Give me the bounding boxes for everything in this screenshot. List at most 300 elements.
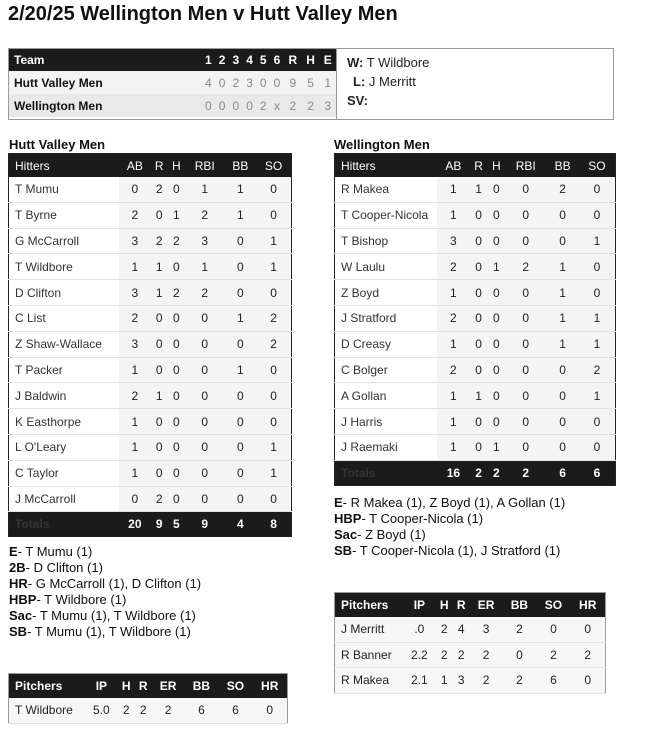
note-line: [334, 495, 565, 511]
table-row: [9, 409, 292, 435]
table-row: [335, 177, 616, 202]
line-score-header-hits: H: [302, 49, 320, 71]
hitter-name: J Stratford: [335, 305, 438, 331]
winning-pitcher-label: W:: [347, 55, 364, 70]
stat-cell: 1: [579, 228, 616, 254]
table-row: [9, 357, 292, 383]
stat-cell: 0: [505, 280, 546, 306]
line-score-team-name: Wellington Men: [9, 94, 201, 117]
stat-cell: 3: [437, 228, 470, 254]
stat-cell: 0: [185, 305, 225, 331]
hitter-name: T Wildbore: [9, 254, 120, 280]
pitcher-name: T Wildbore: [9, 698, 86, 723]
stat-cell: 2: [168, 280, 185, 306]
hitter-name: D Creasy: [335, 331, 438, 357]
hitter-name: R Makea: [335, 177, 438, 202]
total-cell: 16: [437, 460, 470, 485]
note-text: - T Mumu (1), T Wildbore (1): [32, 608, 196, 623]
stat-cell: 0: [256, 383, 291, 409]
wellington-notes: [334, 495, 565, 559]
stat-cell: 0: [546, 383, 579, 409]
note-label: SB: [334, 543, 353, 558]
hitter-name: G McCarroll: [9, 228, 120, 254]
stat-cell: 0: [225, 254, 257, 280]
stat-cell: 3: [470, 617, 503, 642]
hitter-name: W Laulu: [335, 254, 438, 280]
table-row: [335, 409, 616, 435]
stat-cell: 0: [536, 617, 570, 642]
stat-cell: 2.1: [403, 668, 436, 694]
pitching-decisions: [336, 49, 613, 119]
stat-cell: 0: [185, 460, 225, 486]
hitter-name: C Taylor: [9, 460, 120, 486]
line-score-cell: 0: [215, 71, 229, 94]
stat-cell: 6: [184, 698, 218, 723]
stat-cell: 0: [168, 486, 185, 512]
stat-cell: 1: [546, 331, 579, 357]
stat-cell: 2: [437, 305, 470, 331]
stat-cell: 1: [151, 383, 168, 409]
hutt-valley-batting-table: [8, 153, 292, 537]
table-row: [335, 668, 606, 694]
stat-cell: 2: [453, 642, 470, 668]
line-score-header-runs: R: [284, 49, 302, 71]
stat-cell: 0: [470, 254, 488, 280]
stat-cell: 0: [168, 409, 185, 435]
stat-cell: 2: [502, 617, 536, 642]
line-score-cell: 5: [302, 71, 320, 94]
batting-header-h: H: [168, 154, 185, 178]
stat-cell: 0: [470, 280, 488, 306]
table-row: [9, 202, 292, 228]
note-line: [334, 543, 565, 559]
note-text: - T Cooper-Nicola (1), J Stratford (1): [352, 543, 561, 558]
stat-cell: 1: [579, 331, 616, 357]
pitcher-name: R Makea: [335, 668, 404, 694]
batting-header-rbi: RBI: [505, 154, 546, 178]
hitter-name: K Easthorpe: [9, 409, 120, 435]
hutt-valley-team-title: Hutt Valley Men: [9, 137, 106, 152]
stat-cell: 0: [225, 486, 257, 512]
total-cell: 4: [225, 512, 257, 537]
stat-cell: 0: [256, 202, 291, 228]
stat-cell: 1: [546, 280, 579, 306]
stat-cell: 0: [488, 280, 506, 306]
note-label: Sac: [9, 608, 33, 623]
batting-header-so: SO: [579, 154, 616, 178]
note-label: SB: [9, 624, 28, 639]
total-cell: 9: [151, 512, 168, 537]
winning-pitcher: [347, 55, 429, 70]
note-label: E: [9, 544, 18, 559]
stat-cell: 0: [505, 434, 546, 460]
total-cell: 2: [488, 460, 506, 485]
stat-cell: 2: [470, 642, 503, 668]
stat-cell: 0: [488, 177, 506, 202]
stat-cell: 0: [570, 617, 605, 642]
total-cell: 6: [546, 460, 579, 485]
stat-cell: 0: [488, 357, 506, 383]
stat-cell: 1: [256, 460, 291, 486]
page-title: 2/20/25 Wellington Men v Hutt Valley Men: [8, 3, 398, 25]
stat-cell: 2: [119, 383, 151, 409]
totals-row: [335, 460, 616, 485]
total-cell: 2: [470, 460, 488, 485]
line-score-header-errors: E: [320, 49, 337, 71]
note-text: - D Clifton (1): [25, 560, 103, 575]
stat-cell: 0: [470, 202, 488, 228]
table-row: [335, 202, 616, 228]
hitter-name: T Bishop: [335, 228, 438, 254]
stat-cell: 1: [437, 331, 470, 357]
table-row: [9, 305, 292, 331]
stat-cell: 2: [579, 357, 616, 383]
stat-cell: 6: [536, 668, 570, 694]
total-cell: 2: [505, 460, 546, 485]
stat-cell: 0: [168, 177, 185, 202]
pitching-header-hr: HR: [252, 674, 287, 699]
note-label: HR: [9, 576, 28, 591]
table-row: [335, 228, 616, 254]
stat-cell: 2: [152, 698, 185, 723]
stat-cell: 0: [168, 434, 185, 460]
stat-cell: 0: [168, 331, 185, 357]
line-score-cell: 0: [215, 94, 229, 117]
hitter-name: J Baldwin: [9, 383, 120, 409]
pitching-header-bb: BB: [502, 593, 536, 618]
stat-cell: 1: [256, 228, 291, 254]
stat-cell: 0: [151, 202, 168, 228]
stat-cell: 1: [488, 434, 506, 460]
hutt-valley-hitters: [9, 177, 292, 512]
stat-cell: 1: [488, 254, 506, 280]
stat-cell: 0: [225, 460, 257, 486]
stat-cell: 1: [225, 202, 257, 228]
batting-header-rbi: RBI: [185, 154, 225, 178]
pitcher-name: R Banner: [335, 642, 404, 668]
stat-cell: 0: [225, 228, 257, 254]
pitching-header-so: SO: [536, 593, 570, 618]
stat-cell: 2: [437, 254, 470, 280]
stat-cell: 0: [256, 357, 291, 383]
stat-cell: 0: [225, 434, 257, 460]
losing-pitcher-name: J Merritt: [368, 74, 416, 89]
hitter-name: T Mumu: [9, 177, 120, 202]
stat-cell: 1: [168, 202, 185, 228]
table-row: [335, 383, 616, 409]
stat-cell: 0: [151, 331, 168, 357]
stat-cell: 1: [437, 280, 470, 306]
pitching-header-ip: IP: [85, 674, 118, 699]
stat-cell: 2: [256, 305, 291, 331]
stat-cell: 1: [119, 357, 151, 383]
stat-cell: 2: [119, 202, 151, 228]
stat-cell: 1: [470, 383, 488, 409]
hitter-name: A Gollan: [335, 383, 438, 409]
line-score-cell: 0: [256, 71, 270, 94]
pitching-header-pitchers: Pitchers: [335, 593, 404, 618]
line-score-header-inning-2: 2: [215, 49, 229, 71]
stat-cell: 0: [488, 331, 506, 357]
stat-cell: 1: [437, 202, 470, 228]
stat-cell: 0: [151, 357, 168, 383]
stat-cell: 0: [546, 228, 579, 254]
wellington-team-title: Wellington Men: [334, 137, 430, 152]
stat-cell: 1: [579, 305, 616, 331]
stat-cell: 1: [151, 280, 168, 306]
stat-cell: 1: [185, 177, 225, 202]
batting-header-ab: AB: [437, 154, 470, 178]
line-score-cell: 2: [229, 71, 243, 94]
stat-cell: 2: [437, 357, 470, 383]
note-label: HBP: [9, 592, 37, 607]
stat-cell: 3: [453, 668, 470, 694]
hitter-name: T Byrne: [9, 202, 120, 228]
table-row: [335, 254, 616, 280]
stat-cell: 1: [185, 254, 225, 280]
line-score-cell: 9: [284, 71, 302, 94]
note-text: - T Cooper-Nicola (1): [361, 511, 484, 526]
stat-cell: 0: [256, 177, 291, 202]
note-line: [9, 624, 201, 640]
stat-cell: 1: [546, 305, 579, 331]
stat-cell: 0: [119, 177, 151, 202]
stat-cell: 0: [546, 434, 579, 460]
stat-cell: 0: [470, 331, 488, 357]
stat-cell: 1: [437, 177, 470, 202]
stat-cell: 1: [225, 357, 257, 383]
stat-cell: 0: [579, 280, 616, 306]
table-row: [335, 357, 616, 383]
total-cell: 20: [119, 512, 151, 537]
pitching-header-hr: HR: [570, 593, 605, 618]
pitching-header-ip: IP: [403, 593, 436, 618]
note-line: [9, 608, 201, 624]
batting-header-bb: BB: [225, 154, 257, 178]
stat-cell: 0: [505, 202, 546, 228]
note-label: E: [334, 495, 343, 510]
stat-cell: 0: [488, 305, 506, 331]
batting-header-row: [9, 154, 292, 178]
stat-cell: 2: [118, 698, 135, 723]
stat-cell: 2: [151, 486, 168, 512]
hitter-name: J Raemaki: [335, 434, 438, 460]
stat-cell: 0: [119, 486, 151, 512]
batting-header-r: R: [151, 154, 168, 178]
total-cell: 6: [579, 460, 616, 485]
note-line: [334, 511, 565, 527]
stat-cell: 0: [505, 383, 546, 409]
pitching-header-so: SO: [218, 674, 252, 699]
stat-cell: 2: [570, 642, 605, 668]
table-row: [335, 305, 616, 331]
line-score-header-inning-5: 5: [256, 49, 270, 71]
stat-cell: 0: [151, 409, 168, 435]
stat-cell: 0: [185, 383, 225, 409]
stat-cell: 2: [151, 228, 168, 254]
stat-cell: 0: [151, 460, 168, 486]
save-pitcher: [347, 93, 368, 108]
stat-cell: .0: [403, 617, 436, 642]
stat-cell: 0: [470, 305, 488, 331]
batting-header-so: SO: [256, 154, 291, 178]
table-row: [9, 698, 288, 723]
wellington-hitters: [335, 177, 616, 460]
line-score-header-row: [9, 49, 336, 71]
table-row: [9, 460, 292, 486]
stat-cell: 0: [488, 228, 506, 254]
stat-cell: 0: [168, 460, 185, 486]
stat-cell: 0: [225, 409, 257, 435]
stat-cell: 2: [470, 668, 503, 694]
stat-cell: 5.0: [85, 698, 118, 723]
line-score-header-inning-6: 6: [270, 49, 284, 71]
stat-cell: 0: [488, 409, 506, 435]
batting-header-ab: AB: [119, 154, 151, 178]
line-score-row-hutt-valley: [9, 71, 336, 94]
pitching-header-h: H: [436, 593, 453, 618]
pitching-header-r: R: [453, 593, 470, 618]
stat-cell: 0: [505, 409, 546, 435]
line-score-cell: 4: [201, 71, 215, 94]
line-score-cell: 3: [243, 71, 257, 94]
stat-cell: 1: [256, 434, 291, 460]
stat-cell: 0: [579, 202, 616, 228]
stat-cell: 0: [579, 177, 616, 202]
stat-cell: 0: [546, 409, 579, 435]
total-cell: 8: [256, 512, 291, 537]
line-score-row-wellington: [9, 94, 336, 117]
wellington-batting-table: [334, 153, 616, 486]
stat-cell: 0: [225, 331, 257, 357]
stat-cell: 3: [119, 331, 151, 357]
note-line: [334, 527, 565, 543]
stat-cell: 0: [185, 434, 225, 460]
pitching-header-row: [9, 674, 288, 699]
stat-cell: 0: [225, 280, 257, 306]
stat-cell: 1: [119, 434, 151, 460]
batting-header-row: [335, 154, 616, 178]
line-score-cell: x: [270, 94, 284, 117]
note-text: - T Mumu (1), T Wildbore (1): [27, 624, 191, 639]
note-text: - G McCarroll (1), D Clifton (1): [27, 576, 202, 591]
note-label: HBP: [334, 511, 362, 526]
stat-cell: 1: [546, 254, 579, 280]
line-score-panel: [8, 48, 614, 120]
stat-cell: 0: [256, 280, 291, 306]
table-row: [335, 617, 606, 642]
line-score-cell: 2: [284, 94, 302, 117]
totals-label: Totals: [335, 460, 438, 485]
table-row: [9, 383, 292, 409]
pitching-header-row: [335, 593, 606, 618]
stat-cell: 0: [505, 177, 546, 202]
pitcher-name: J Merritt: [335, 617, 404, 642]
stat-cell: 0: [579, 409, 616, 435]
batting-header-h: H: [488, 154, 506, 178]
stat-cell: 0: [225, 383, 257, 409]
hitter-name: D Clifton: [9, 280, 120, 306]
hitter-name: J Harris: [335, 409, 438, 435]
winning-pitcher-name: T Wildbore: [366, 55, 430, 70]
note-line: [9, 560, 201, 576]
hitter-name: Z Boyd: [335, 280, 438, 306]
stat-cell: 1: [119, 254, 151, 280]
pitching-header-bb: BB: [184, 674, 218, 699]
stat-cell: 1: [470, 177, 488, 202]
batting-header-r: R: [470, 154, 488, 178]
hitter-name: C Bolger: [335, 357, 438, 383]
stat-cell: 2: [256, 331, 291, 357]
note-line: [9, 576, 201, 592]
line-score-team-name: Hutt Valley Men: [9, 71, 201, 94]
stat-cell: 1: [256, 254, 291, 280]
wellington-pitching-table: [334, 592, 606, 694]
batting-header-bb: BB: [546, 154, 579, 178]
line-score-table: [9, 49, 336, 117]
stat-cell: 0: [488, 202, 506, 228]
stat-cell: 4: [453, 617, 470, 642]
line-score-header-inning-3: 3: [229, 49, 243, 71]
pitching-header-pitchers: Pitchers: [9, 674, 86, 699]
stat-cell: 0: [546, 202, 579, 228]
hutt-valley-notes: [9, 544, 201, 640]
stat-cell: 3: [119, 228, 151, 254]
hitter-name: T Packer: [9, 357, 120, 383]
stat-cell: 0: [185, 357, 225, 383]
batting-header-hitters: Hitters: [9, 154, 120, 178]
stat-cell: 0: [151, 305, 168, 331]
line-score-cell: 1: [320, 71, 337, 94]
line-score-header-inning-1: 1: [201, 49, 215, 71]
stat-cell: 0: [546, 357, 579, 383]
save-label: SV:: [347, 93, 368, 108]
pitching-header-r: R: [135, 674, 152, 699]
stat-cell: 2: [502, 668, 536, 694]
hitter-name: L O'Leary: [9, 434, 120, 460]
stat-cell: 2: [168, 228, 185, 254]
note-line: [9, 544, 201, 560]
table-row: [335, 434, 616, 460]
note-label: 2B: [9, 560, 26, 575]
stat-cell: 6: [218, 698, 252, 723]
stat-cell: 0: [579, 254, 616, 280]
stat-cell: 1: [119, 460, 151, 486]
stat-cell: 0: [168, 383, 185, 409]
stat-cell: 3: [185, 228, 225, 254]
note-text: - R Makea (1), Z Boyd (1), A Gollan (1): [342, 495, 566, 510]
line-score-header-inning-4: 4: [243, 49, 257, 71]
line-score-cell: 0: [229, 94, 243, 117]
stat-cell: 2: [436, 642, 453, 668]
table-row: [9, 280, 292, 306]
stat-cell: 2: [151, 177, 168, 202]
stat-cell: 0: [151, 434, 168, 460]
stat-cell: 3: [119, 280, 151, 306]
line-score-cell: 0: [243, 94, 257, 117]
stat-cell: 1: [436, 668, 453, 694]
line-score-cell: 2: [302, 94, 320, 117]
stat-cell: 0: [168, 357, 185, 383]
stat-cell: 0: [505, 305, 546, 331]
stat-cell: 2: [546, 177, 579, 202]
stat-cell: 0: [168, 305, 185, 331]
line-score-cell: 0: [201, 94, 215, 117]
stat-cell: 0: [488, 383, 506, 409]
hutt-valley-pitching-table: [8, 673, 288, 724]
losing-pitcher-label: L:: [353, 74, 366, 89]
stat-cell: 1: [225, 305, 257, 331]
